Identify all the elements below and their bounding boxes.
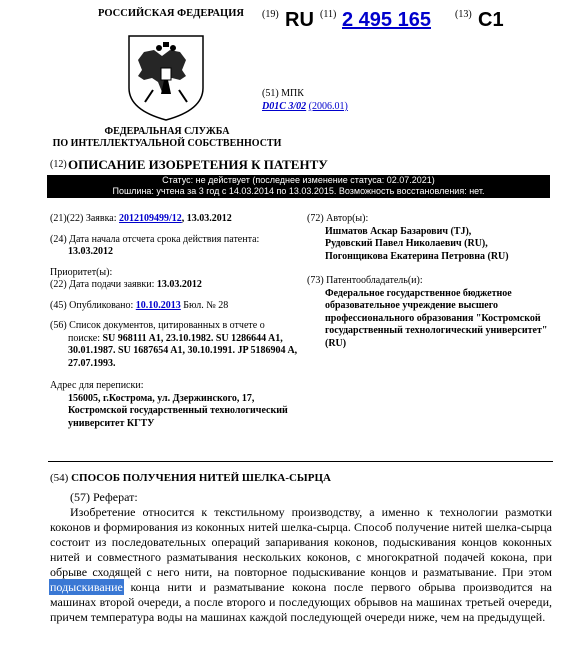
term-date: 13.03.2012 [68, 246, 113, 257]
owner-text: Федеральное государственное бюджетное образовательное учреждение высшего профессионального образования "Костромской государственный технологический университет" (RU) [325, 287, 548, 349]
mpk-class-line [262, 101, 348, 112]
patent-number-link[interactable]: 2 495 165 [342, 9, 431, 31]
code-11: (11) [320, 9, 337, 20]
cited-docs-label: (56) Список документов, цитированных в отчете о [50, 320, 265, 331]
abstract-text [50, 505, 552, 625]
application-number-link[interactable]: 2012109499/12 [119, 213, 182, 224]
author-3: Погонщикова Екатерина Петровна (RU) [325, 250, 509, 262]
selected-text-highlight[interactable]: подыскивание [50, 580, 123, 594]
filing-label: (22) Дата подачи заявки: [50, 279, 157, 290]
application-block [50, 213, 305, 226]
authors-label: (72) Автор(ы): [307, 213, 369, 224]
owner-label: (73) Патентообладатель(и): [307, 275, 423, 286]
cited-docs-text: SU 968111 A1, 23.10.1982. SU 1286644 A1, 30.01.1987. SU 1687654 A1, 30.10.1991. JP 5186904 A, 27.07.1993. [68, 332, 298, 369]
country-name: РОССИЙСКАЯ ФЕДЕРАЦИЯ [98, 8, 244, 19]
priority-block [50, 267, 305, 292]
cited-prefix: поиске: [68, 332, 103, 344]
section-divider [48, 461, 553, 462]
status-line: Статус: не действует (последнее изменение статуса: 02.07.2021) [162, 175, 435, 185]
country-code: RU [285, 9, 314, 31]
right-bibliographic-column [307, 213, 552, 358]
agency-name [52, 126, 282, 150]
publication-label: (45) Опубликовано: [50, 299, 136, 311]
code-12: (12) [50, 159, 67, 170]
code-54: (54) [50, 472, 72, 484]
invention-title-text: СПОСОБ ПОЛУЧЕНИЯ НИТЕЙ ШЕЛКА-СЫРЦА [71, 472, 331, 484]
author-2: Рудовский Павел Николаевич (RU), [325, 238, 488, 249]
publication-date-link[interactable]: 10.10.2013 [135, 299, 181, 311]
abstract-label: (57) Реферат: [70, 490, 138, 504]
bulletin-number: Бюл. № 28 [180, 299, 229, 311]
abstract-part-1: Изобретение относится к текстильному производству, а именно к технологии размотки коконов и формирования из коконных нитей шелка-сырца. Способ получение нитей шелка-сырца состоит из последовательных операций запаривания коконов, подыскивания концов коконных нитей и совместного разматывания нескольких коконов, с многократной подачей кокона, при обрыве сходящей с него нити, на повторное подыскивание концов и разматывание. При этом [50, 505, 552, 579]
application-label: (21)(22) Заявка: [50, 213, 120, 224]
authors-block [307, 213, 552, 263]
term-label: (24) Дата начала отсчета срока действия патента: [50, 233, 260, 245]
invention-title [50, 472, 331, 484]
correspondence-block [50, 380, 305, 430]
owner-block [307, 275, 552, 350]
author-1: Ишматов Аскар Базарович (TJ), [325, 225, 472, 237]
mpk-class-link[interactable]: D01C 3/02 [262, 101, 307, 112]
filing-date: 13.03.2012 [156, 279, 202, 290]
agency-line-2: ПО ИНТЕЛЛЕКТУАЛЬНОЙ СОБСТВЕННОСТИ [52, 138, 282, 149]
document-title: ОПИСАНИЕ ИЗОБРЕТЕНИЯ К ПАТЕНТУ [68, 157, 328, 172]
left-bibliographic-column [50, 213, 305, 438]
mpk-date[interactable]: (2006.01) [308, 101, 348, 112]
status-bar [47, 175, 550, 198]
fee-line: Пошлина: учтена за 3 год с 14.03.2014 по 13.03.2015. Возможность восстановления: нет. [112, 186, 485, 196]
mpk-label: (51) МПК [262, 88, 304, 99]
patent-kind: C1 [478, 9, 504, 31]
correspondence-label: Адрес для переписки: [50, 380, 144, 391]
russian-coat-of-arms-emblem [123, 30, 209, 122]
agency-line-1: ФЕДЕРАЛЬНАЯ СЛУЖБА [104, 126, 230, 137]
publication-block [50, 300, 305, 313]
application-date: , 13.03.2012 [181, 213, 232, 224]
abstract-part-2: конца нити и разматывание кокона после первого обрыва производится на машинах второй очереди, а после второго и последующих обрывов на машинах третьей очереди, причем температура воды на машинах каждой последующей очереди ниже, чем на предыдущей. [50, 580, 552, 624]
correspondence-address: 156005, г.Кострома, ул. Дзержинского, 17, Костромской государственный технологический университет КГТУ [68, 392, 288, 429]
priority-label: Приоритет(ы): [50, 266, 113, 278]
cited-docs-block [50, 320, 305, 370]
code-19: (19) [262, 9, 279, 20]
term-block [50, 234, 305, 259]
code-13: (13) [455, 9, 472, 20]
